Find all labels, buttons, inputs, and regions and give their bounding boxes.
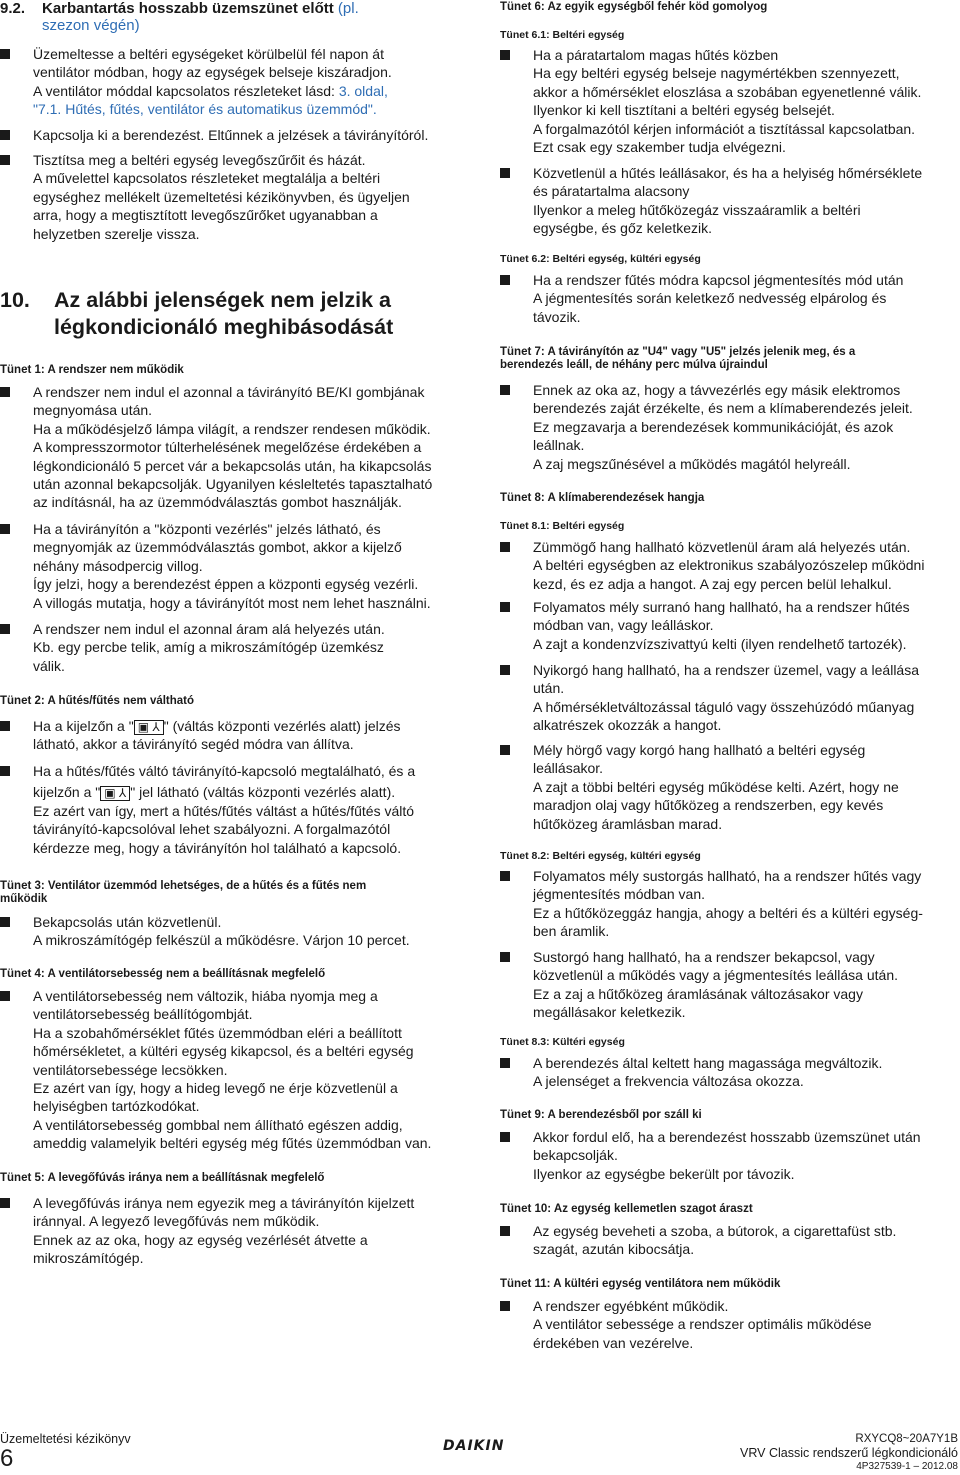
text-line: látható, akkor a távirányító segéd módra van állítva. (33, 736, 354, 753)
text-line: maradjon olaj vagy hűtőközeg a rendszerben, egy kevés (533, 797, 884, 814)
bullet-icon (0, 49, 10, 59)
text-line: Mély hörgő vagy korgó hang hallható a beltéri egység (533, 742, 866, 758)
text-line: A jelenséget a frekvencia változása okozza. (533, 1073, 804, 1090)
text-line: A levegőfúvás iránya nem egyezik meg a távirányítón kijelzett (33, 1195, 415, 1211)
title-line: Az alábbi jelenségek nem jelzik a (54, 288, 391, 312)
text-line: távirányító-kapcsolóval lehet szabályozni. A forgalmazótól (33, 821, 391, 838)
bullet-icon (500, 50, 510, 60)
section-number: 9.2. (0, 0, 26, 17)
text-line: Ilyenkor ki kell tisztítani a beltéri egység belsejét. (533, 102, 835, 119)
document-code: 4P327539-1 – 2012.08 (856, 1461, 958, 1472)
list-item (500, 538, 960, 593)
text-line: egységbe, és gőz keletkezik. (533, 220, 712, 237)
text-line: az indításnál, ha az üzemmódválasztás gombot használják. (33, 494, 402, 511)
symptom-heading: Tünet 4: A ventilátorsebesség nem a beállításnak megfelelő (0, 968, 326, 980)
bullet-icon (500, 871, 510, 881)
text-line: módban van, vagy leálláskor. (533, 617, 714, 634)
page-footer (0, 1432, 960, 1475)
text-line: A művelettel kapcsolatos részleteket megtalálja a beltéri (33, 170, 381, 187)
text-line: Ezt csak egy szakember tudja elvégezni. (533, 139, 786, 156)
heading-line: berendezés leáll, de néhány perc múlva újraindul (500, 359, 768, 371)
text-line: kezd, és ez adja a hangot. A zaj egy percen belül lehalkul. (533, 575, 892, 592)
text-span: " jel látható (váltás központi vezérlés alatt). (130, 784, 396, 801)
list-item (500, 867, 960, 941)
text-line: Ez azért van így, mert a hűtés/fűtés váltást a hűtés/fűtés váltó (33, 802, 415, 819)
bullet-icon (500, 1226, 510, 1236)
symptom-heading (500, 346, 958, 372)
list-item (500, 164, 960, 238)
text-line: A rendszer egyébként működik. (533, 1298, 729, 1314)
text-line: Folyamatos mély sustorgás hallható, ha a rendszer hűtés vagy (533, 868, 922, 884)
text-line: Ilyenkor a meleg hűtőközegáz visszaáramlik a beltéri (533, 201, 861, 218)
text-span: " (váltás központi vezérlés alatt) jelzés (163, 718, 401, 734)
text-line: helyiségben tartózkodókat. (33, 1098, 200, 1115)
section-link[interactable]: "7.1. Hűtés, fűtés, ventilátor és automatikus üzemmód". (33, 101, 377, 118)
bullet-icon (500, 1301, 510, 1311)
bullet-icon (500, 1132, 510, 1142)
text-span: kijelzőn a " (33, 784, 101, 801)
text-line: ventilátorsebessége lecsökken. (33, 1061, 228, 1078)
symptom-subheading: Tünet 6.2: Beltéri egység, kültéri egység (500, 253, 701, 265)
text-line: A ventilátor sebessége a rendszer optimális működése (533, 1316, 872, 1333)
symptom-heading: Tünet 1: A rendszer nem működik (0, 364, 184, 376)
bullet-icon (0, 917, 10, 927)
text-line: Zümmögő hang hallható közvetlenül áram alá helyezés után. (533, 539, 911, 555)
symptom-subheading: Tünet 8.3: Kültéri egység (500, 1036, 625, 1048)
text-line: hőmérsékletet, a kültéri egység kikapcsol, és a beltéri egység (33, 1043, 414, 1060)
list-item (0, 126, 458, 144)
bullet-icon (500, 1058, 510, 1068)
list-item (0, 620, 458, 675)
text-line: hűtőközeg áramlásban marad. (533, 815, 723, 832)
text-line: Bekapcsolás után közvetlenül. (33, 914, 222, 930)
text-line: Ennek az oka az, hogy a távvezérlés egy másik elektromos (533, 382, 901, 398)
text-line: alkatrészek okozzák a hangot. (533, 717, 722, 734)
text-line: kérdezze meg, hogy a távirányítón hol található a kapcsoló. (33, 839, 402, 856)
manual-name: Üzemeltetési kézikönyv (0, 1432, 131, 1446)
text-line: A ventilátorsebesség nem változik, hiába nyomja meg a (33, 988, 378, 1004)
text-line: A forgalmazótól kérjen információt a tisztítással kapcsolatban. (533, 120, 916, 137)
text-line: A kompresszormotor túlterhelésének megelőzése érdekében a (33, 439, 422, 456)
list-item (500, 381, 960, 473)
bullet-icon (500, 665, 510, 675)
heading-line: Tünet 3: Ventilátor üzemmód lehetséges, de a hűtés és a fűtés nem (0, 880, 367, 892)
section-number: 10. (0, 288, 30, 312)
list-item (0, 913, 458, 950)
section-title-note: (pl. (337, 0, 359, 17)
text-line: A ventilátor móddal kapcsolatos részleteket lásd: (33, 82, 335, 99)
bullet-icon (0, 524, 10, 534)
bullet-icon (0, 130, 10, 140)
symptom-heading: Tünet 10: Az egység kellemetlen szagot áraszt (500, 1203, 753, 1215)
text-line: bekapcsolják. (533, 1147, 618, 1164)
text-line: ameddig valamelyik beltéri egység még fűtés üzemmódban van. (33, 1135, 432, 1152)
text-line: ventilátor módban, hogy az egységek belseje kiszáradjon. (33, 64, 392, 81)
page-number: 6 (0, 1445, 14, 1472)
list-item (500, 598, 960, 653)
text-line: Kapcsolja ki a berendezést. Eltűnnek a jelzések a távirányítóról. (33, 127, 429, 143)
list-item (500, 1297, 960, 1352)
text-line: Ha a távirányítón a "központi vezérlés" jelzés látható, és (33, 521, 381, 537)
text-line: A villogás mutatja, hogy a távirányítót most nem lehet használni. (33, 594, 431, 611)
bullet-icon (0, 387, 10, 397)
list-item (0, 383, 458, 512)
central-control-indicator-icon: ▣ ⅄ (134, 720, 164, 735)
text-line: A mikroszámítógép felkészül a működésre. Várjon 10 percet. (33, 932, 410, 949)
text-line: Ha a rendszer fűtés módra kapcsol jégmentesítés mód után (533, 272, 904, 288)
text-span: Ha a kijelzőn a " (33, 718, 134, 734)
list-item (500, 1222, 960, 1259)
text-line: Ha a működésjelző lámpa világít, a rendszer rendesen működik. (33, 420, 431, 437)
text-line: Sustorgó hang hallható, ha a rendszer bekapcsol, vagy (533, 949, 875, 965)
list-item (500, 46, 960, 156)
section-title-text: Karbantartás hosszabb üzemszünet előtt (42, 0, 334, 17)
list-item (500, 948, 960, 1022)
text-line: arra, hogy a megtisztított levegőszűrőket ugyanabban a (33, 207, 378, 224)
symptom-subheading: Tünet 6.1: Beltéri egység (500, 29, 625, 41)
text-line: iránnyal. A legyező levegőfúvás nem működik. (33, 1213, 320, 1230)
text-line: Ha a szobahőmérséklet fűtés üzemmódban eléri a beállított (33, 1024, 402, 1041)
text-line: megállásakor keletkezik. (533, 1004, 686, 1021)
text-line: egységhez mellékelt üzemeltetési kézikönyvben, és ügyeljen (33, 188, 410, 205)
bullet-icon (500, 385, 510, 395)
symptom-heading (0, 880, 430, 906)
text-line: távozik. (533, 308, 581, 325)
text-line: megnyomják az üzemmódválasztás gombot, akkor a kijelző (33, 539, 402, 556)
list-item (0, 151, 458, 243)
title-line: légkondicionáló meghibásodását (54, 315, 394, 339)
list-item (0, 717, 458, 754)
text-line: közvetlenül a működés vagy a jégmentesítés leállása után. (533, 967, 898, 984)
text-line: Így jelzi, hogy a berendezést éppen a központi egység vezérli. (33, 576, 419, 593)
list-item (500, 1054, 960, 1091)
heading-line: működik (0, 893, 48, 905)
text-line: Folyamatos mély surranó hang hallható, ha a rendszer hűtés (533, 599, 910, 615)
text-line: Ennek az az oka, hogy az egység vezérlését átvette a (33, 1231, 368, 1248)
list-item (500, 661, 960, 735)
bullet-icon (0, 155, 10, 165)
section-10-title (0, 287, 494, 341)
text-line: Ha a páratartalom magas hűtés közben (533, 47, 779, 63)
text-line: Üzemeltesse a beltéri egységeket körülbelül fél napon át (33, 46, 384, 62)
symptom-heading: Tünet 9: A berendezésből por száll ki (500, 1109, 702, 1121)
symptom-heading: Tünet 8: A klímaberendezések hangja (500, 492, 705, 504)
text-line: A hőmérsékletváltozással táguló vagy összehúzódó műanyag (533, 698, 915, 715)
central-control-indicator-icon: ▣ ⅄ (100, 786, 130, 801)
section-title-note-cont: szezon végén) (42, 17, 140, 34)
text-line: A zaj megszűnésével a működés magától helyreáll. (533, 455, 851, 472)
text-line: Közvetlenül a hűtés leállásakor, és ha a helyiség hőmérséklete (533, 165, 923, 181)
bullet-icon (500, 952, 510, 962)
text-line: után azonnal bekapcsolják. Ugyanilyen késleltetés tapasztalható (33, 476, 433, 493)
text-line: A berendezés által keltett hang magassága megváltozik. (533, 1055, 883, 1071)
text-line: légkondicionáló 5 percet vár a bekapcsolás után, ha kikapcsolás (33, 457, 432, 474)
text-line: Nyikorgó hang hallható, ha a rendszer üzemel, vagy a leállása (533, 662, 920, 678)
text-line: szagát, azután kibocsátja. (533, 1241, 695, 1258)
text-line: Az egység beveheti a szoba, a bútorok, a cigarettafüst stb. (533, 1223, 897, 1239)
text-line: A beltéri egységben az elektronikus szabályozószelep működni (533, 557, 925, 574)
symptom-heading: Tünet 2: A hűtés/fűtés nem váltható (0, 695, 195, 707)
text-line: válik. (33, 657, 65, 674)
text-line: és páratartalma alacsony (533, 183, 690, 200)
text-line: Ez a zaj a hűtőközeg áramlásának változásakor vagy (533, 985, 863, 1002)
text-line: Ez azért van így, hogy a hideg levegő ne érje közvetlenül a (33, 1080, 398, 1097)
text-line: A ventilátorsebesség gombbal nem állítható egészen addig, (33, 1116, 403, 1133)
list-item (0, 520, 458, 612)
bullet-icon (0, 766, 10, 776)
text-line: A rendszer nem indul el azonnal a távirányító BE/KI gombjának (33, 384, 425, 400)
bullet-icon (500, 275, 510, 285)
list-item (0, 45, 458, 119)
bullet-icon (0, 1198, 10, 1208)
text-line: A rendszer nem indul el azonnal áram alá helyezés után. (33, 621, 385, 637)
list-item (0, 762, 458, 857)
page-link[interactable]: 3. oldal, (338, 82, 388, 99)
text-line: mikroszámítógép. (33, 1250, 144, 1267)
text-line: helyzetben szerelje vissza. (33, 225, 200, 242)
list-item (500, 1128, 960, 1183)
text-line: berendezés zaját érzékelte, és nem a klímaberendezés jeleit. (533, 400, 913, 417)
text-line: Ilyenkor az egységbe bekerült por távozik. (533, 1165, 795, 1182)
text-line: Ez megzavarja a berendezések kommunikációját, és azok (533, 418, 894, 435)
bullet-icon (500, 168, 510, 178)
list-item (0, 1194, 458, 1268)
text-line: akkor a hőmérséklet eloszlása a szobában egyenetlenné válik. (533, 83, 922, 100)
list-item (500, 741, 960, 833)
text-line: után. (533, 680, 565, 697)
text-line: A zajt a többi beltéri egység működése kelti. Azért, hogy ne (533, 778, 899, 795)
text-line: leállnak. (533, 437, 585, 454)
symptom-heading: Tünet 5: A levegőfúvás iránya nem a beállításnak megfelelő (0, 1172, 325, 1184)
section-title (0, 0, 458, 17)
symptom-subheading: Tünet 8.2: Beltéri egység, kültéri egység (500, 850, 701, 862)
bullet-icon (500, 602, 510, 612)
bullet-icon (0, 721, 10, 731)
text-line: néhány másodpercig villog. (33, 557, 203, 574)
text-line: megnyomása után. (33, 402, 153, 419)
list-item (500, 271, 960, 326)
list-item (0, 987, 458, 1153)
text-line: Ez a hűtőközeggáz hangja, ahogy a beltéri és a kültéri egység- (533, 904, 923, 921)
text-line: A jégmentesítés során keletkező nedvesség elpárolog és (533, 290, 887, 307)
product-name: VRV Classic rendszerű légkondicionáló (740, 1446, 958, 1460)
model-number: RXYCQ8~20A7Y1B (855, 1433, 958, 1445)
text-line: ventilátorsebesség beállítógombját. (33, 1006, 253, 1023)
footer-info (740, 1432, 958, 1474)
bullet-icon (0, 991, 10, 1001)
text-line: jégmentesítés módban van. (533, 886, 705, 903)
bullet-icon (0, 624, 10, 634)
symptom-heading: Tünet 11: A kültéri egység ventilátora nem működik (500, 1278, 781, 1290)
text-line: Akkor fordul elő, ha a berendezést hosszabb üzemszünet után (533, 1129, 921, 1145)
text-line: A zajt a kondenzvízszivattyú kelti (ilyen rendelhető tartozék). (533, 635, 907, 652)
symptom-heading: Tünet 6: Az egyik egységből fehér köd gomolyog (500, 1, 768, 13)
bullet-icon (500, 745, 510, 755)
section-9-2 (0, 0, 458, 34)
daikin-logo: DAIKIN (443, 1438, 505, 1454)
text-line: érdekében van vezérelve. (533, 1334, 694, 1351)
bullet-icon (500, 542, 510, 552)
text-line: leállásakor. (533, 760, 604, 777)
text-line: Ha a hűtés/fűtés váltó távirányító-kapcsoló megtalálható, és a (33, 763, 416, 779)
text-line: Tisztítsa meg a beltéri egység levegőszűrőit és házát. (33, 152, 366, 168)
text-line: ben áramlik. (533, 923, 610, 940)
text-line: Ha egy beltéri egység belseje nagymértékben szennyezett, (533, 65, 900, 82)
symptom-subheading: Tünet 8.1: Beltéri egység (500, 520, 625, 532)
text-line: Kb. egy percbe telik, amíg a mikroszámítógép üzemkész (33, 639, 384, 656)
heading-line: Tünet 7: A távirányítón az "U4" vagy "U5" jelzés jelenik meg, és a (500, 346, 856, 358)
